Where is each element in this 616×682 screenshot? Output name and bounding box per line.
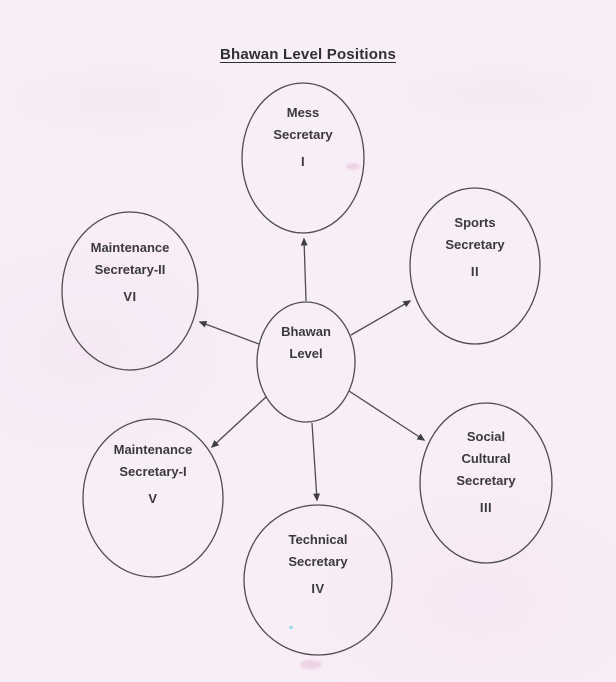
node-social-cultural-secretary	[456, 426, 515, 519]
node-numeral: IV	[311, 581, 325, 596]
node-label-line: Maintenance	[113, 442, 193, 457]
node-numeral: I	[300, 154, 306, 169]
node-bhawan-level	[281, 321, 331, 365]
arrow-center-to-maintenance-secretary-1	[212, 397, 266, 447]
node-label-line: Sports	[454, 215, 496, 230]
scan-speck	[289, 626, 293, 629]
diagram-title: Bhawan Level Positions	[219, 46, 397, 63]
node-numeral: VI	[123, 289, 137, 304]
arrow-center-to-mess-secretary	[304, 239, 306, 301]
node-numeral: V	[148, 491, 158, 506]
node-label-line: Secretary	[288, 554, 348, 569]
arrow-center-to-sports-secretary	[351, 301, 410, 335]
node-maintenance-secretary-2	[91, 237, 170, 308]
node-label-line: Secretary-II	[94, 262, 166, 277]
scan-smudge	[346, 163, 360, 170]
node-mess-secretary	[273, 102, 332, 173]
arrow-center-to-maintenance-secretary-2	[200, 322, 259, 344]
node-label-line: Maintenance	[90, 240, 170, 255]
connector-arrows	[200, 239, 424, 500]
node-label-line: Secretary	[456, 473, 516, 488]
node-technical-secretary	[288, 529, 347, 600]
node-label-line: Cultural	[461, 451, 511, 466]
node-numeral: II	[470, 264, 480, 279]
node-label-line: Secretary-I	[119, 464, 187, 479]
node-label-line: Secretary	[273, 127, 333, 142]
node-label-line: Level	[289, 346, 323, 361]
arrow-center-to-technical-secretary	[312, 423, 317, 500]
arrow-center-to-social-cultural-secretary	[349, 391, 424, 440]
scan-smudge	[300, 660, 322, 669]
node-label-line: Secretary	[445, 237, 505, 252]
node-maintenance-secretary-1	[114, 439, 193, 510]
node-label-line: Technical	[288, 532, 348, 547]
node-numeral: III	[479, 500, 493, 515]
node-sports-secretary	[445, 212, 504, 283]
node-label-line: Mess	[286, 105, 320, 120]
node-label-line: Social	[466, 429, 506, 444]
node-label-line: Bhawan	[281, 324, 331, 339]
